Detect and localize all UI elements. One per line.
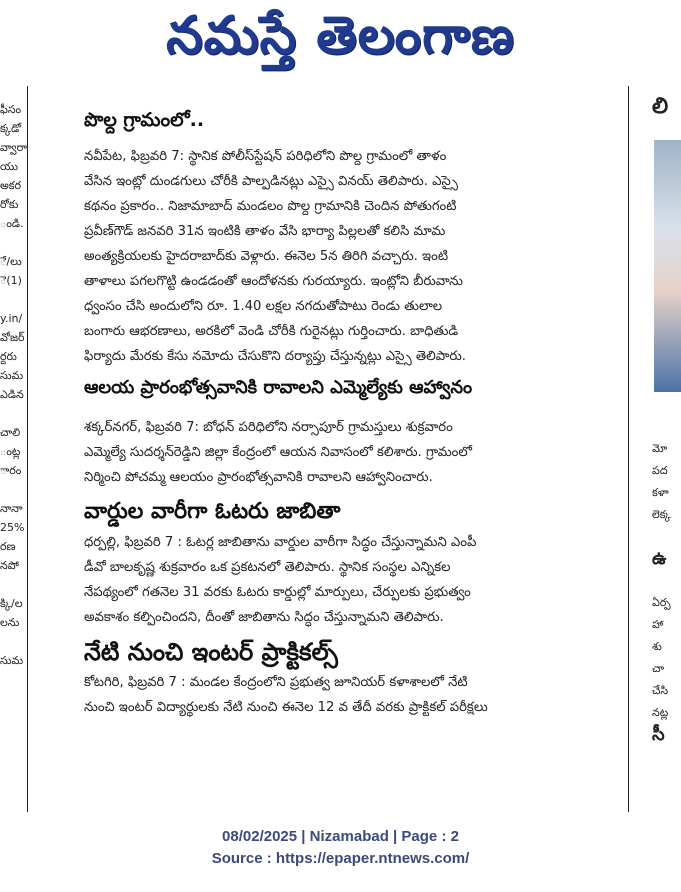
article-line: ఎమ్మెల్యే సుదర్శన్‌రెడ్డిని జిల్లా కేంద్రంలో ఆయన నివాసంలో కలిశారు. గ్రామంలో (84, 445, 472, 460)
right-column-line: ఏర్ప (652, 596, 671, 609)
footer-date: 08/02/2025 (222, 828, 298, 845)
left-column-line: ే/లు (0, 255, 22, 268)
left-column-line: క్కి/ల (0, 597, 23, 610)
right-column-line: చేసి (652, 684, 669, 697)
article-line: నవీపేట, ఫిబ్రవరి 7: స్థానిక పోలీస్‌స్టేషన్ పరిధిలోని పొల్ద గ్రామంలో తాళం (84, 149, 447, 164)
article-line: డీవో బాలకృష్ణ శుక్రవారం ఒక ప్రకటనలో తెలిపారు. స్థానిక సంస్థల ఎన్నికల (84, 560, 451, 575)
right-column-heading: లి (652, 94, 669, 119)
left-column-line: y.in/ (0, 312, 23, 325)
right-column-line: కళా (652, 486, 669, 499)
article-line: నుంచి ఇంటర్ విద్యార్థులకు నేటి నుంచి ఈనెల 12 వ తేదీ వరకు ప్రాక్టికల్ పరీక్షలు (84, 700, 488, 715)
left-column-line: ండి. (0, 217, 24, 230)
left-column-line: రణ (0, 540, 16, 553)
left-column-line: లను (0, 616, 20, 629)
main-article-column (84, 84, 608, 715)
article-line: బంగారు ఆభరణాలు, అరకిలో వెండి చోరీకి గురైనట్లు గుర్తించారు. బాధితుడి (84, 324, 459, 339)
left-column-line: యు (0, 160, 18, 173)
article-line: తాళాలు పగలగొట్టి ఉండడంతో ఆందోళనకు గురయ్యారు. ఇంట్లోని బీరువాను (84, 274, 463, 289)
article-body (84, 144, 608, 369)
left-column-line: వ్వారా (0, 141, 27, 154)
right-neighbor-column-top (652, 92, 681, 122)
article-heading: వార్డుల వారీగా ఓటరు జాబితా (84, 499, 341, 524)
article-voter-list (84, 496, 608, 630)
right-column-line: చా (652, 662, 665, 675)
page-footer (0, 826, 681, 870)
article-line: నేపథ్యంలో గతనెల 31 వరకు ఓటరు కార్డుల్లో మార్పులు, చేర్పులకు ప్రభుత్వం (84, 585, 471, 600)
right-column-line: శు (652, 640, 662, 653)
left-column-line: వోజర్ (0, 331, 25, 344)
left-column-line: అకర (0, 179, 22, 192)
left-column-line: 25% (0, 521, 25, 534)
article-inter-practicals (84, 634, 608, 715)
article-line: ప్రవీణ్‌గౌడ్ జనవరి 31న ఇంటికి తాళం వేసి భార్యా పిల్లలతో కలిసి మామ (84, 224, 446, 239)
left-column-line: ఎడిన (0, 388, 24, 401)
right-column-line: హా (652, 618, 664, 631)
footer-edition-line: 08/02/2025 | Nizamabad | Page : 2 (222, 828, 459, 845)
article-line: ఫిర్యాదు మేరకు కేసు నమోదు చేసుకొని దర్యాప్తు చేస్తున్నట్లు ఎస్సై తెలిపారు. (84, 349, 466, 364)
left-neighbor-column (0, 100, 26, 670)
article-line: ధర్పల్లి, ఫిబ్రవరి 7 : ఓటర్ల జాబితాను వార్డుల వారీగా సిద్ధం చేస్తున్నామని ఎంపీ (84, 535, 477, 550)
article-body (84, 530, 608, 630)
right-column-line: మో (652, 442, 668, 455)
left-column-line: ర్దరు (0, 350, 17, 363)
left-column-line: సుమ (0, 654, 24, 667)
left-column-line: ఫీసం (0, 103, 22, 116)
left-column-line (0, 480, 26, 499)
left-column-line: ె(1) (0, 274, 22, 287)
newspaper-logo: నమస్తే తెలంగాణ (166, 6, 515, 66)
article-body (84, 415, 608, 490)
article-heading: నేటి నుంచి ఇంటర్ ప్రాక్టికల్స్ (84, 638, 338, 666)
right-column-line (652, 570, 681, 592)
right-column-heading: సీ (652, 724, 665, 745)
article-body (84, 670, 608, 715)
article-line: వేసిన ఇంట్లో దుండగులు చోరీకి పాల్పడినట్లు ఎస్సై వినయ్ తెలిపారు. ఎస్సై (84, 174, 458, 189)
left-column-line (0, 632, 26, 651)
left-column-line (0, 290, 26, 309)
left-column-line: రోకు (0, 198, 19, 211)
article-temple-invitation (84, 373, 608, 490)
left-column-line: నానా (0, 502, 23, 515)
right-neighbor-column-bottom (652, 438, 681, 746)
article-heading: ఆలయ ప్రారంభోత్సవానికి రావాలని ఎమ్మెల్యేకు ఆహ్వానం (84, 377, 473, 398)
article-paldha-theft (84, 106, 608, 369)
article-line: అంత్యక్రియలకు హైదరాబాద్‌కు వెళ్లారు. ఈనెల 5న తిరిగి వచ్చారు. ఇంటి (84, 249, 449, 264)
left-column-line (0, 404, 26, 423)
masthead (0, 0, 681, 80)
article-line: ధ్వంసం చేసి అందులోని రూ. 1.40 లక్షల నగదుతోపాటు రెండు తులాల (84, 299, 443, 314)
left-column-line: సుమ (0, 369, 24, 382)
article-line: అవకాశం కల్పించిందని, దీంతో జాబితాను సిద్ధం చేస్తున్నామని తెలిపారు. (84, 610, 444, 625)
article-line: శక్కర్‌నగర్, ఫిబ్రవరి 7: బోధన్ పరిధిలోని నర్సాపూర్ గ్రామస్తులు శుక్రవారం (84, 420, 453, 435)
news-photo (654, 140, 681, 392)
right-column-heading: ఉ (652, 548, 667, 569)
right-column-divider (628, 86, 629, 812)
right-column-line: పద (652, 464, 668, 477)
left-column-line: చాలి (0, 426, 21, 439)
article-line: నిర్మించి పోచమ్మ ఆలయం ప్రారంభోత్సవానికి రావాలని ఆహ్వానించారు. (84, 470, 433, 485)
footer-page: Page : 2 (401, 828, 459, 845)
left-column-line (0, 233, 26, 252)
left-column-line: ంట్ల (0, 445, 21, 458)
footer-source: Source : https://epaper.ntnews.com/ (211, 850, 470, 867)
right-column-line: నట్ల (652, 706, 669, 719)
left-column-line: ారం (0, 464, 22, 477)
article-heading: పొల్ద గ్రామంలో.. (84, 109, 205, 131)
left-column-line: నపో (0, 559, 19, 572)
right-column-line (652, 526, 681, 548)
left-column-divider (27, 86, 28, 812)
article-line: కథనం ప్రకారం.. నిజామాబాద్ మండలం పొల్ద గ్రామానికి చెందిన పోతుగంటి (84, 199, 457, 214)
right-column-line: లెక్క (652, 508, 671, 521)
footer-edition: Nizamabad (309, 828, 389, 845)
left-column-line: క్కడో (0, 122, 22, 135)
left-column-line (0, 575, 26, 594)
article-line: కోటగిరి, ఫిబ్రవరి 7 : మండల కేంద్రంలోని ప్రభుత్వ జూనియర్ కళాశాలలో నేటి (84, 675, 468, 690)
